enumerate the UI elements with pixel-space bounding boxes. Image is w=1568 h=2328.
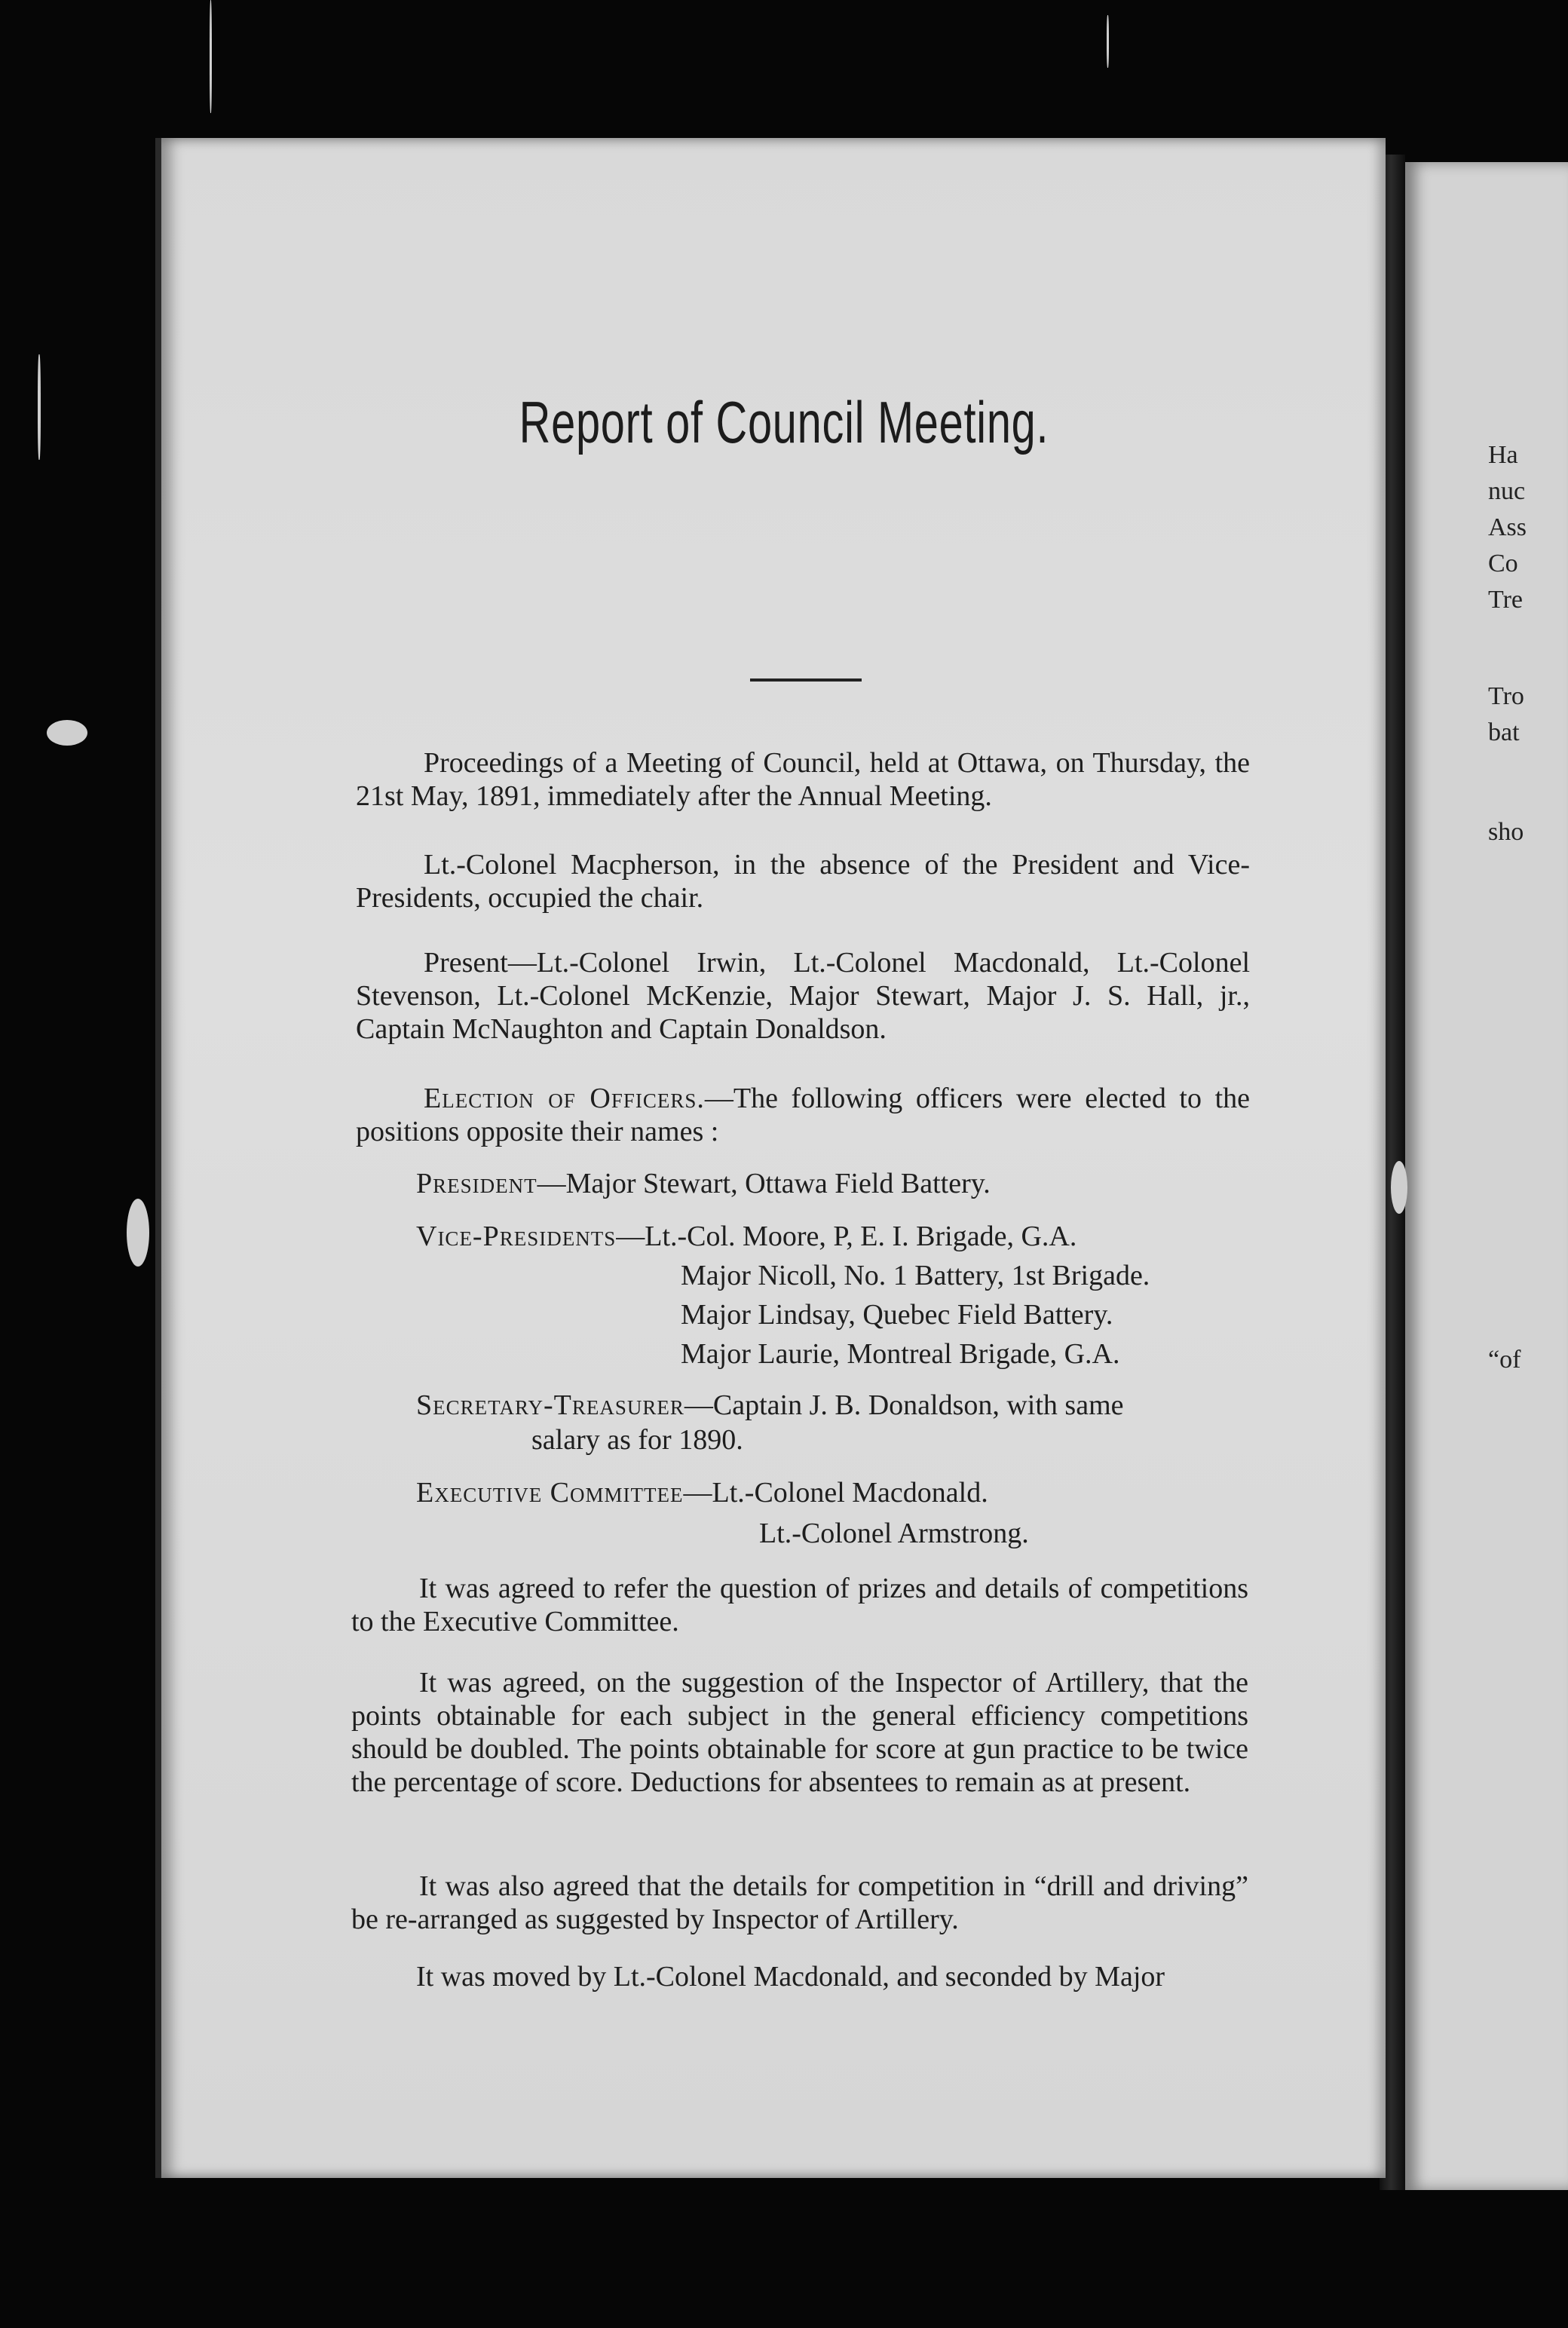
executive-committee-line bbox=[416, 1476, 988, 1509]
last-line: It was moved by Lt.-Colonel Macdonald, and seconded by Major bbox=[416, 1961, 1165, 1993]
paragraph: Proceedings of a Meeting of Council, held at Ottawa, on Thursday, the 21st May, 1891, immediately after the Annual Meeting. bbox=[356, 747, 1250, 812]
vice-presidents-line bbox=[416, 1220, 1076, 1253]
film-speck bbox=[47, 720, 87, 746]
vice-president-name: Major Laurie, Montreal Brigade, G.A. bbox=[681, 1338, 1120, 1370]
vice-presidents-label: Vice-Presidents bbox=[416, 1221, 617, 1252]
adjacent-text-fragment: Ha bbox=[1488, 441, 1518, 469]
adjacent-text-fragment: Tre bbox=[1488, 586, 1523, 614]
secretary-treasurer-continuation: salary as for 1890. bbox=[531, 1424, 743, 1456]
paragraph: It was also agreed that the details for competition in “drill and driving” be re-arranged as suggested by Inspector of Artillery. bbox=[351, 1870, 1248, 1935]
film-scratch bbox=[210, 0, 212, 113]
film-scratch bbox=[38, 354, 41, 460]
vice-president-name: —Lt.-Col. Moore, P, E. I. Brigade, G.A. bbox=[616, 1221, 1077, 1252]
adjacent-text-fragment: Co bbox=[1488, 550, 1518, 577]
vice-president-name: Major Lindsay, Quebec Field Battery. bbox=[681, 1299, 1113, 1331]
paragraph: Present—Lt.-Colonel Irwin, Lt.-Colonel Macdonald, Lt.-Colonel Stevenson, Lt.-Colonel McKenzie, Major Stewart, Major J. S. Hall, jr., Captain McNaughton and Captain Donaldson. bbox=[356, 947, 1250, 1045]
election-text: —The following officers were elected to the positions opposite their names : bbox=[356, 1083, 1250, 1147]
secretary-treasurer-label: Secretary-Treasurer bbox=[416, 1389, 684, 1421]
executive-committee-member: Lt.-Colonel Armstrong. bbox=[759, 1518, 1029, 1549]
election-heading: Election of Officers. bbox=[424, 1083, 705, 1114]
adjacent-text-fragment: nuc bbox=[1488, 477, 1526, 505]
page-title: Report of Council Meeting. bbox=[519, 389, 1049, 455]
film-speck bbox=[1391, 1161, 1407, 1214]
adjacent-text-fragment: “of bbox=[1488, 1346, 1521, 1374]
adjacent-text-fragment: Ass bbox=[1488, 513, 1527, 541]
film-scratch bbox=[1107, 15, 1109, 68]
secretary-treasurer-name: —Captain J. B. Donaldson, with same bbox=[684, 1389, 1124, 1421]
adjacent-text-fragment: Tro bbox=[1488, 682, 1524, 710]
executive-committee-label: Executive Committee bbox=[416, 1477, 684, 1509]
vice-president-name: Major Nicoll, No. 1 Battery, 1st Brigade. bbox=[681, 1260, 1150, 1291]
paragraph: It was agreed, on the suggestion of the Inspector of Artillery, that the points obtainable for each subject in the general efficiency competitions should be doubled. The points obtainable for score at gun practice to be twice the percentage of score. Deductions for absentees to remain as at present. bbox=[351, 1667, 1248, 1798]
title-divider bbox=[750, 678, 862, 682]
president-label: President bbox=[416, 1168, 537, 1199]
film-speck bbox=[127, 1199, 149, 1267]
president-line bbox=[416, 1167, 991, 1200]
election-paragraph bbox=[356, 1082, 1250, 1148]
president-name: —Major Stewart, Ottawa Field Battery. bbox=[537, 1168, 991, 1199]
executive-committee-member: —Lt.-Colonel Macdonald. bbox=[683, 1477, 988, 1509]
paragraph: Lt.-Colonel Macpherson, in the absence of the President and Vice-Presidents, occupied the chair. bbox=[356, 849, 1250, 914]
adjacent-text-fragment: bat bbox=[1488, 718, 1520, 746]
adjacent-page bbox=[1405, 162, 1568, 2190]
secretary-treasurer-line bbox=[416, 1389, 1124, 1422]
adjacent-text-fragment: sho bbox=[1488, 818, 1524, 846]
paragraph: It was agreed to refer the question of prizes and details of competitions to the Executive Committee. bbox=[351, 1573, 1248, 1637]
